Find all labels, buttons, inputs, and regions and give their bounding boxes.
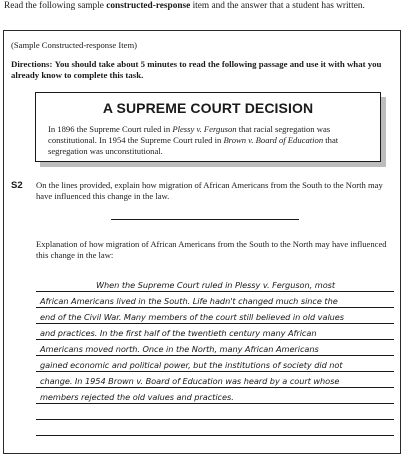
passage-text-2: that racial segregation was constitutional. In 1954 the Supreme Court ruled in bbox=[48, 124, 331, 145]
answer-line-text: African Americans lived in the South. Life hadn't changed much since the bbox=[40, 296, 338, 306]
answer-line bbox=[36, 308, 394, 324]
answer-line-text: gained economic and political power, but the institutions of society did not bbox=[40, 360, 343, 370]
answer-line bbox=[36, 292, 394, 308]
passage-box bbox=[35, 92, 381, 162]
intro-text bbox=[4, 1, 402, 13]
directions-text: You should take about 5 minutes to read the following passage and use it with what you already know to complete this task. bbox=[11, 59, 382, 80]
answer-line-text: change. In 1954 Brown v. Board of Education was heard by a court whose bbox=[40, 376, 340, 386]
answer-line-text: When the Supreme Court ruled in Plessy v. Ferguson, most bbox=[96, 280, 336, 290]
intro-before: Read the following sample bbox=[4, 1, 107, 11]
answer-line-text: and practices. In the first half of the twentieth century many African bbox=[40, 328, 317, 338]
item-number: S2 bbox=[11, 180, 23, 191]
item-prompt: On the lines provided, explain how migration of African Americans from the South to the North may have influenced this change in the law. bbox=[36, 180, 383, 201]
answer-line bbox=[36, 356, 394, 372]
short-answer-line bbox=[111, 219, 299, 220]
answer-line bbox=[36, 372, 394, 388]
answer-line-text: end of the Civil War. Many members of the court still believed in old values bbox=[40, 312, 345, 322]
case-name-plessy: Plessy v. Ferguson bbox=[172, 124, 237, 134]
answer-line-text: Americans moved north. Once in the North, many African Americans bbox=[40, 344, 319, 354]
student-answer-lines bbox=[36, 276, 394, 436]
intro-after: item and the answer that a student has written. bbox=[190, 1, 365, 11]
case-name-brown: Brown v. Board of Education bbox=[223, 134, 324, 145]
passage-title: A SUPREME COURT DECISION bbox=[102, 100, 314, 116]
explanation-label: Explanation of how migration of African Americans from the South to the North may have influenced this change in the law: bbox=[36, 239, 387, 260]
passage-body bbox=[48, 124, 376, 156]
answer-line bbox=[36, 340, 394, 356]
answer-line-text: members rejected the old values and practices. bbox=[40, 392, 234, 402]
answer-line bbox=[36, 324, 394, 340]
answer-line bbox=[36, 404, 394, 420]
sample-item-label: (Sample Constructed-response Item) bbox=[11, 40, 138, 50]
directions bbox=[11, 59, 395, 81]
directions-label: Directions: bbox=[11, 59, 53, 69]
intro-bold-term: constructed-response bbox=[106, 1, 191, 11]
answer-line bbox=[36, 276, 394, 292]
answer-line bbox=[36, 420, 394, 436]
answer-line bbox=[36, 388, 394, 404]
passage-text-3: that segregation was unconstitutional. bbox=[48, 134, 339, 156]
passage-text-1: In 1896 the Supreme Court ruled in bbox=[48, 124, 173, 134]
